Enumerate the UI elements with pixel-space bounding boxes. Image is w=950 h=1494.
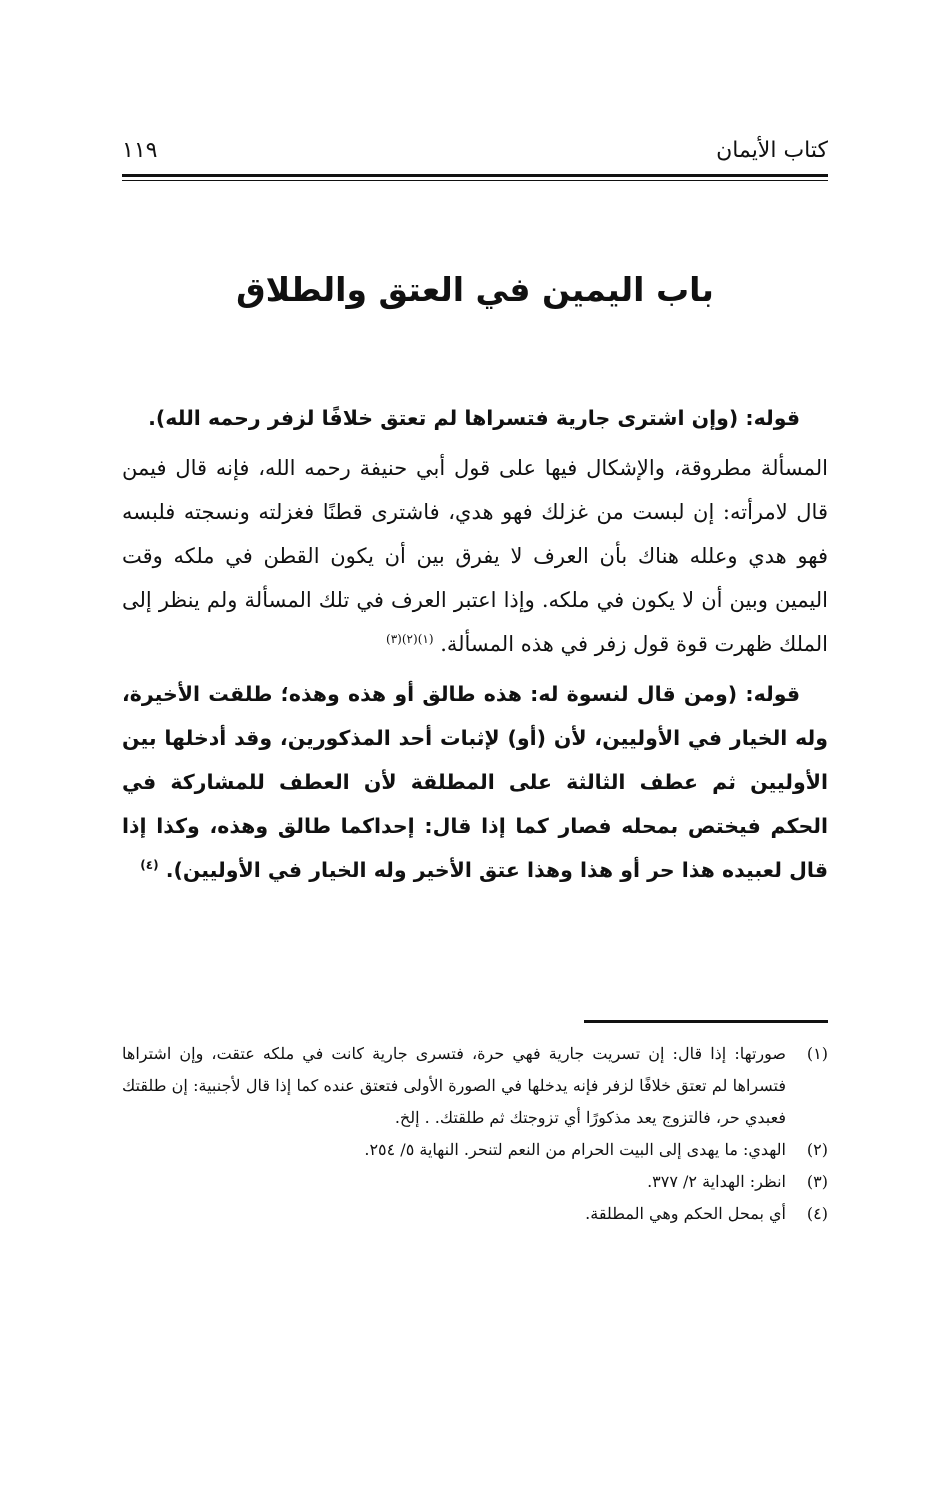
footnote-mark: (١) <box>417 632 434 646</box>
footnote-4 <box>122 1198 828 1230</box>
footnote-mark: (٣) <box>386 632 402 646</box>
footnote-mark: (٤) <box>140 858 159 873</box>
footnote-number: (١) <box>806 1044 828 1063</box>
footnote-number: (٤) <box>806 1204 828 1223</box>
header-rule-thin <box>122 180 828 181</box>
footnote-text: انظر: الهداية ٢/ ٣٧٧. <box>647 1172 786 1191</box>
page-header <box>122 138 828 170</box>
footnote-number: (٢) <box>806 1140 828 1159</box>
footnote-text: صورتها: إذا قال: إن تسريت جارية فهي حرة، فتسرى جارية كانت في ملكه عتقت، وإن اشتراها فتسراها لم تعتق خلافًا لزفر فإنه يدخلها في الصورة الأولى فتعتق عنده كما إذا قال لأجنبية: إن طلقتك فعبدي حر، فالتزوج يعد مذكورًا أي تزوجتك ثم طلقتك. . إلخ. <box>122 1044 786 1127</box>
footnote-number: (٣) <box>806 1172 828 1191</box>
footnote-1 <box>122 1038 828 1134</box>
paragraph-2 <box>122 446 828 666</box>
page-number: ١١٩ <box>122 138 158 163</box>
main-text <box>122 396 828 892</box>
footnote-text: الهدي: ما يهدى إلى البيت الحرام من النعم لتنحر. النهاية ٥/ ٢٥٤. <box>364 1140 786 1159</box>
paragraph-3-text: قوله: (ومن قال لنسوة له: هذه طالق أو هذه وهذه؛ طلقت الأخيرة، وله الخيار في الأوليين، لأن (أو) لإثبات أحد المذكورين، وقد أدخلها بين الأوليين ثم عطف الثالثة على المطلقة لأن العطف للمشاركة في الحكم فيختص بمحله فصار كما إذا قال: إحداكما طالق وهذه، وكذا إذا قال لعبيده هذا حر أو هذا وهذا عتق الأخير وله الخيار في الأوليين). <box>122 682 828 882</box>
footnote-2 <box>122 1134 828 1166</box>
paragraph-1 <box>122 396 828 440</box>
footnote-text: أي بمحل الحكم وهي المطلقة. <box>585 1204 786 1223</box>
footnote-mark: (٢) <box>401 632 418 646</box>
footnotes <box>122 1038 828 1230</box>
paragraph-1-text: قوله: (وإن اشترى جارية فتسراها لم تعتق خلافًا لزفر رحمه الله). <box>148 406 800 430</box>
paragraph-2-text: المسألة مطروقة، والإشكال فيها على قول أبي حنيفة رحمه الله، فإنه قال فيمن قال لامرأته: إن لبست من غزلك فهو هدي، فاشترى قطنًا فغزلته ونسجته فلبسه فهو هدي وعلله هناك بأن العرف لا يفرق بين أن يكون القطن في ملكه وقت اليمين وبين أن لا يكون في ملكه. وإذا اعتبر العرف في تلك المسألة ولم ينظر إلى الملك ظهرت قوة قول زفر في هذه المسألة. <box>122 456 828 656</box>
header-rule-thick <box>122 174 828 177</box>
footnote-3 <box>122 1166 828 1198</box>
paragraph-3 <box>122 672 828 892</box>
footnote-separator <box>584 1020 828 1023</box>
running-title: كتاب الأيمان <box>716 138 828 163</box>
chapter-title: باب اليمين في العتق والطلاق <box>236 270 714 309</box>
